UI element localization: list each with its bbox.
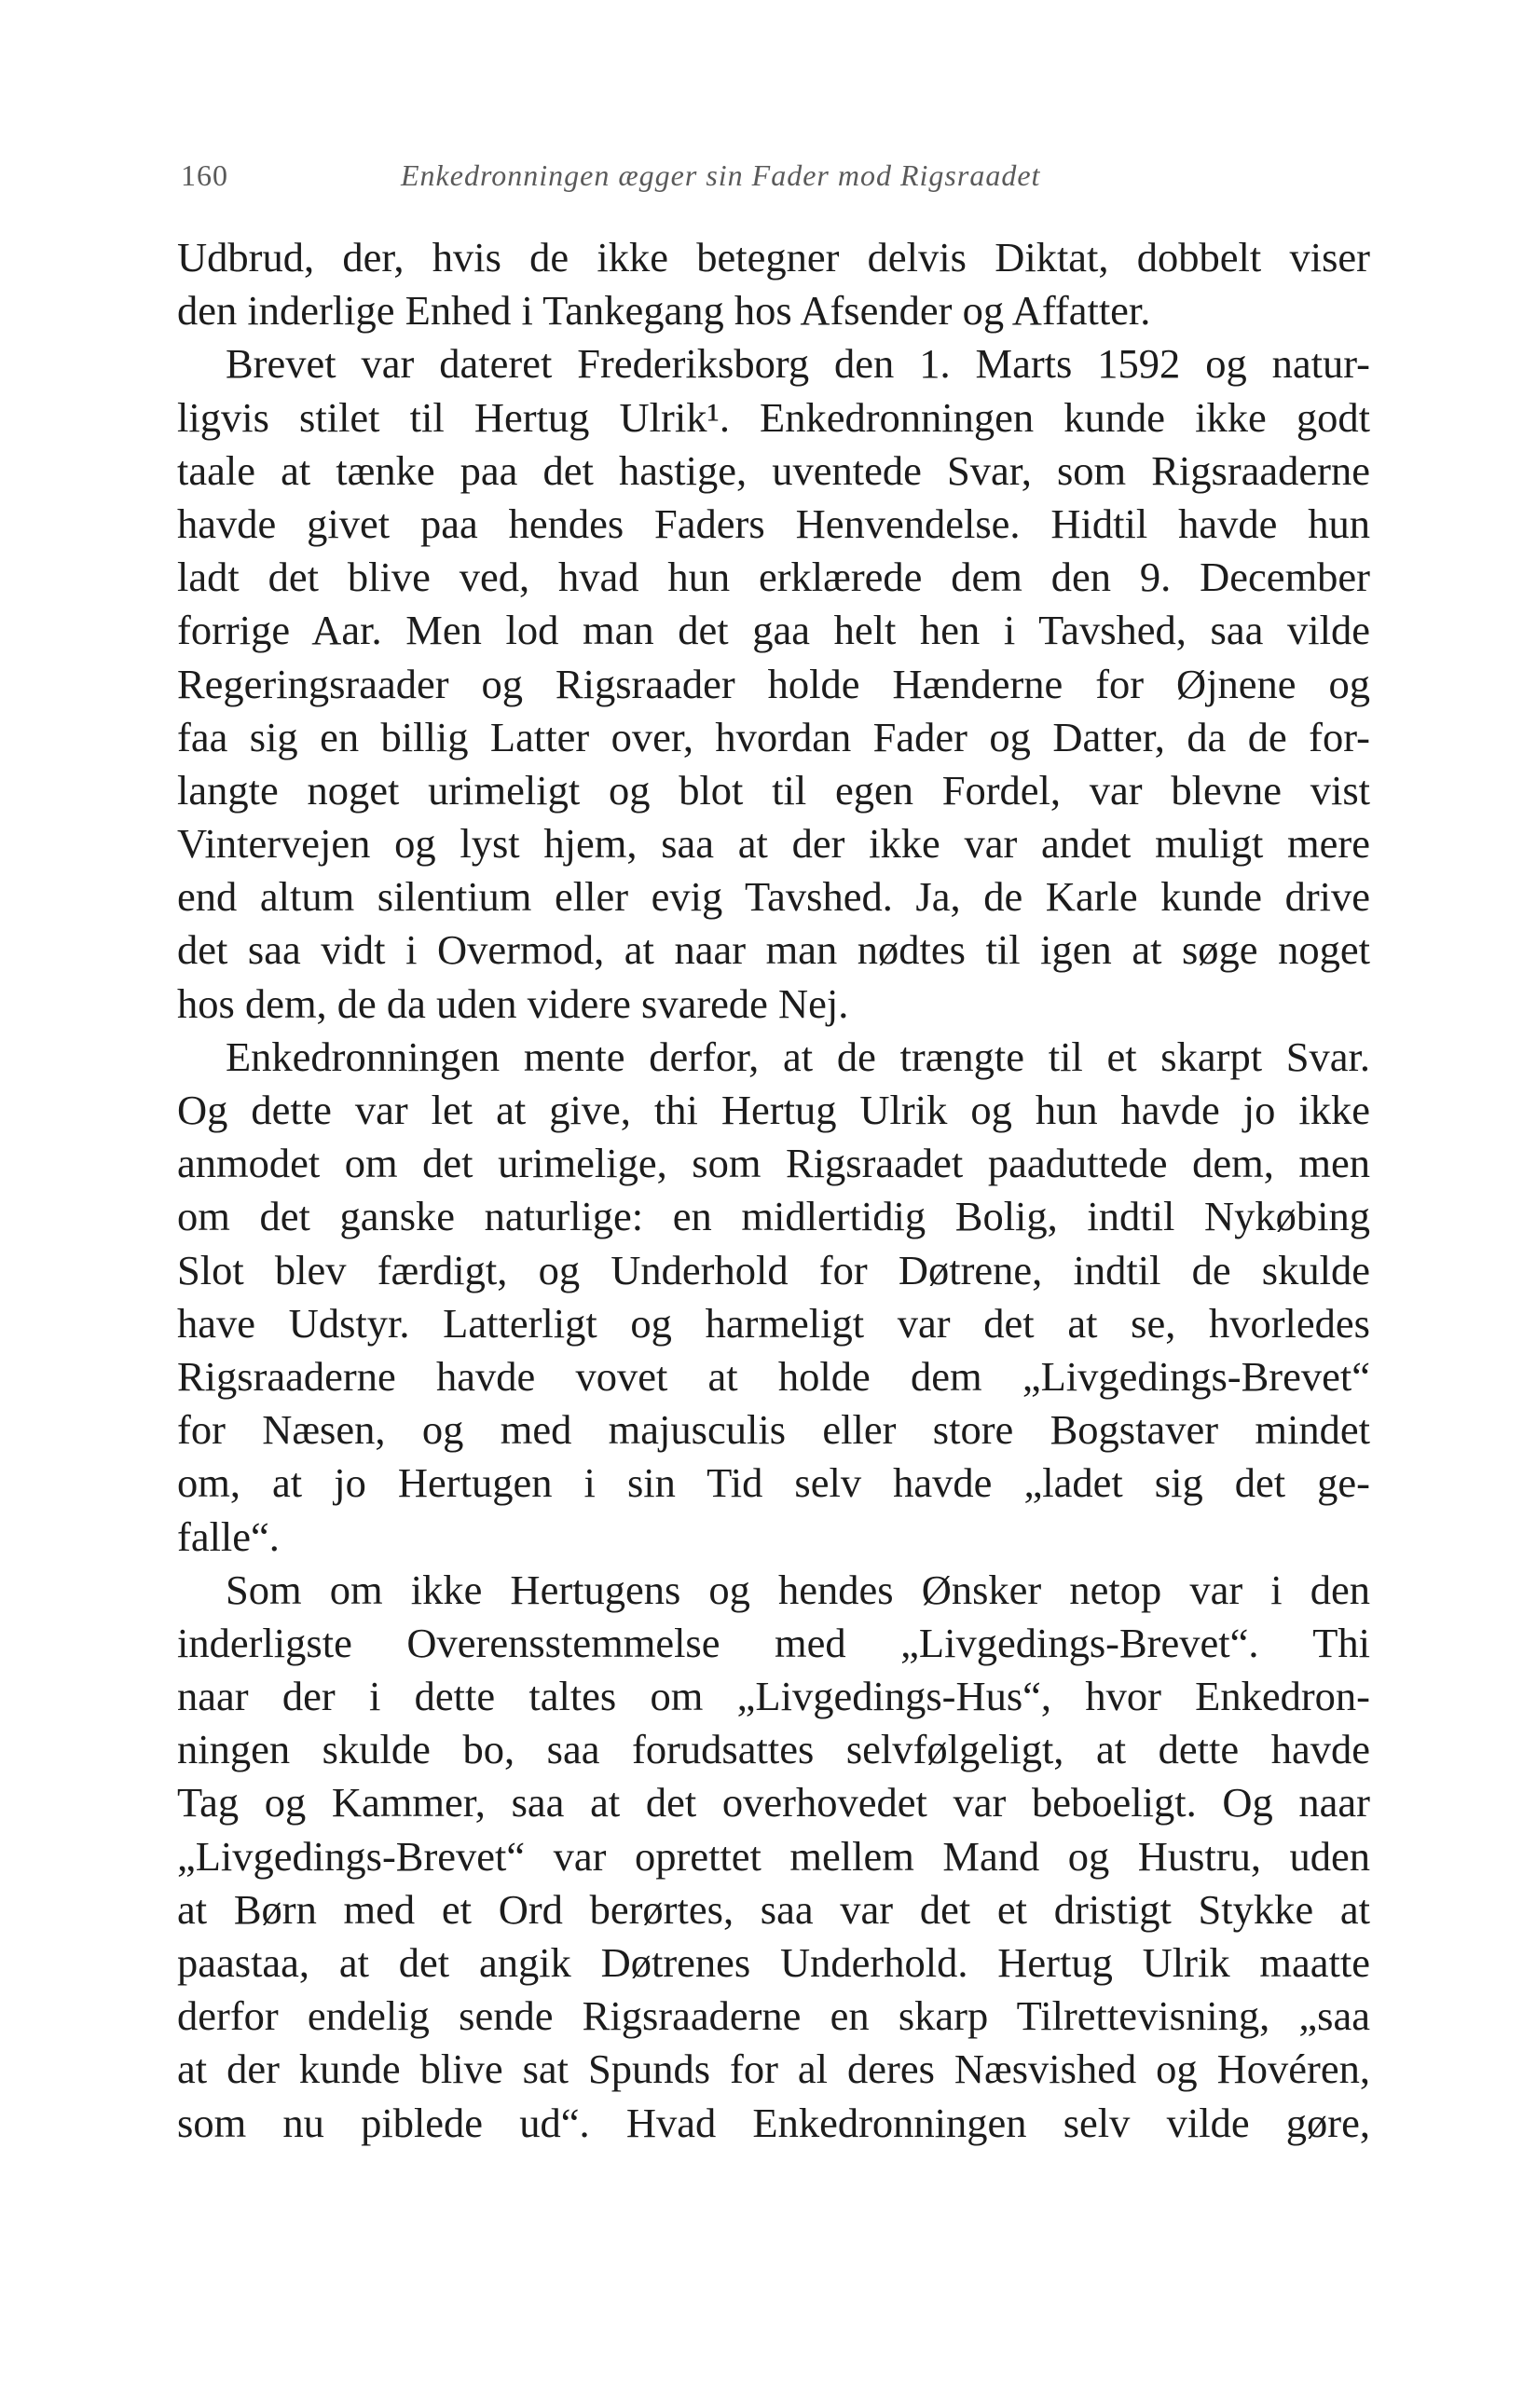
- text-line: Rigsraaderne havde vovet at holde dem „Livgedings-Brevet“: [177, 1352, 1370, 1400]
- text-line: at Børn med et Ord berørtes, saa var det et dristigt Stykke at: [177, 1885, 1370, 1933]
- text-line: som nu piblede ud“. Hvad Enkedronningen selv vilde gøre,: [177, 2099, 1370, 2146]
- text-line: ligvis stilet til Hertug Ulrik¹. Enkedronningen kunde ikke godt: [177, 393, 1370, 441]
- text-line: om det ganske naturlige: en midlertidig Bolig, indtil Nykøbing: [177, 1193, 1370, 1240]
- text-line: ningen skulde bo, saa forudsattes selvfølgeligt, at dette havde: [177, 1726, 1370, 1773]
- text-line: ladt det blive ved, hvad hun erklærede dem den 9. December: [177, 554, 1370, 601]
- text-line: Slot blev færdigt, og Underhold for Døtrene, indtil de skulde: [177, 1246, 1370, 1293]
- text-line: Udbrud, der, hvis de ikke betegner delvis Diktat, dobbelt viser: [177, 234, 1370, 280]
- text-line: om, at jo Hertugen i sin Tid selv havde „ladet sig det ge-: [177, 1459, 1370, 1507]
- text-line: Brevet var dateret Frederiksborg den 1. Marts 1592 og natur-: [226, 340, 1370, 388]
- text-line: hos dem, de da uden videre svarede Nej.: [177, 979, 849, 1027]
- running-title: Enkedronningen ægger sin Fader mod Rigsraadet: [401, 158, 1041, 192]
- text-line: Vintervejen og lyst hjem, saa at der ikke var andet muligt mere: [177, 820, 1370, 868]
- text-line: Tag og Kammer, saa at det overhovedet var beboeligt. Og naar: [177, 1779, 1370, 1827]
- text-line: naar der i dette taltes om „Livgedings-Hus“, hvor Enkedron-: [177, 1673, 1370, 1720]
- text-line: „Livgedings-Brevet“ var oprettet mellem Mand og Hustru, uden: [177, 1832, 1370, 1880]
- page-number: 160: [181, 158, 228, 192]
- text-line: inderligste Overensstemmelse med „Livgedings-Brevet“. Thi: [177, 1619, 1370, 1666]
- text-line: Enkedronningen mente derfor, at de trængte til et skarpt Svar.: [226, 1033, 1370, 1080]
- text-line: taale at tænke paa det hastige, uventede Svar, som Rigsraaderne: [177, 446, 1370, 494]
- text-line: Og dette var let at give, thi Hertug Ulrik og hun havde jo ikke: [177, 1087, 1370, 1133]
- text-line: langte noget urimeligt og blot til egen Fordel, var blevne vist: [177, 766, 1370, 814]
- text-line: derfor endelig sende Rigsraaderne en skarp Tilrettevisning, „saa: [177, 1992, 1370, 2040]
- body-text: [177, 231, 1370, 2150]
- text-line: paastaa, at det angik Døtrenes Underhold. Hertug Ulrik maatte: [177, 1939, 1370, 1986]
- text-line: falle“.: [177, 1512, 280, 1560]
- text-line: faa sig en billig Latter over, hvordan Fader og Datter, da de for-: [177, 713, 1370, 760]
- text-line: have Udstyr. Latterligt og harmeligt var det at se, hvorledes: [177, 1299, 1370, 1347]
- text-line: forrige Aar. Men lod man det gaa helt hen i Tavshed, saa vilde: [177, 607, 1370, 654]
- text-line: havde givet paa hendes Faders Henvendelse. Hidtil havde hun: [177, 499, 1370, 547]
- text-line: at der kunde blive sat Spunds for al deres Næsvished og Hovéren,: [177, 2045, 1370, 2093]
- paragraph: [177, 1564, 1370, 2150]
- text-line: Regeringsraader og Rigsraader holde Hænderne for Øjnene og: [177, 660, 1370, 707]
- text-line: det saa vidt i Overmod, at naar man nødtes til igen at søge noget: [177, 926, 1370, 974]
- paragraph: [177, 1031, 1370, 1564]
- paragraph: [177, 337, 1370, 1030]
- text-line: anmodet om det urimelige, som Rigsraadet paaduttede dem, men: [177, 1140, 1370, 1187]
- text-line: Som om ikke Hertugens og hendes Ønsker netop var i den: [226, 1566, 1370, 1613]
- running-header: [177, 158, 1370, 205]
- text-line: end altum silentium eller evig Tavshed. Ja, de Karle kunde drive: [177, 873, 1370, 921]
- paragraph: [177, 231, 1370, 337]
- text-line: for Næsen, og med majusculis eller store Bogstaver mindet: [177, 1406, 1370, 1454]
- text-line: den inderlige Enhed i Tankegang hos Afsender og Affatter.: [177, 287, 1151, 335]
